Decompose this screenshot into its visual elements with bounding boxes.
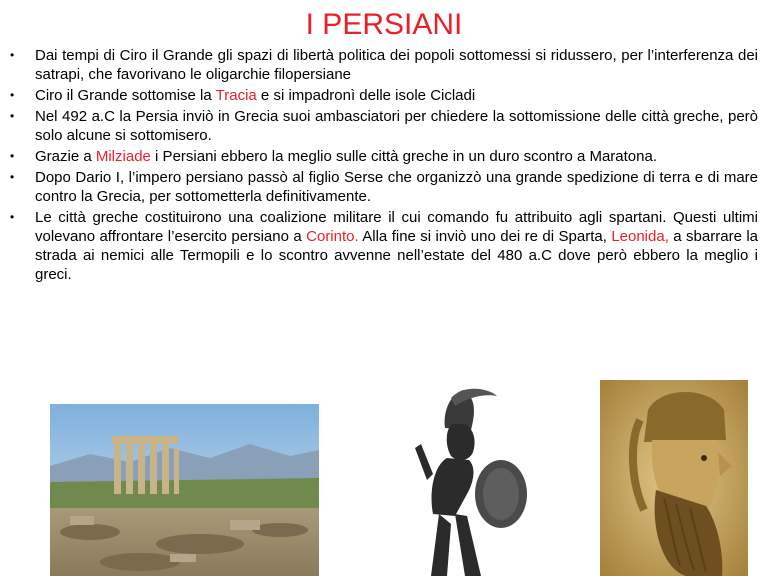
bullet-list: [10, 46, 758, 286]
bullet-text: Dai tempi di Ciro il Grande gli spazi di libertà politica dei popoli sottomessi si ridussero, per l’interferenza dei satrapi, che favorivano le oligarchie filopersiane: [35, 47, 758, 83]
bullet-text: Dopo Dario I, l’impero persiano passò al figlio Serse che organizzò una grande spedizione di terra e di mare contro la Grecia, per sottometterla definitivamente.: [35, 169, 758, 205]
bullet-item: [10, 208, 758, 284]
persian-king-relief-image: [600, 380, 748, 576]
bullet-marker: •: [10, 170, 15, 184]
bullet-text: Ciro il Grande sottomise la: [35, 87, 216, 104]
spartan-warrior-statue-photo: [393, 384, 548, 576]
bullet-text: a sbarrare la strada ai nemici alle Termopili e lo scontro avvenne nell’estate del 480 a.C dove però ebbero la meglio i greci.: [35, 228, 758, 283]
highlighted-term: Tracia: [215, 87, 257, 104]
slide-title: I PERSIANI: [305, 8, 463, 41]
bullet-text: i Persiani ebbero la meglio sulle città greche in un duro scontro a Maratona.: [150, 148, 658, 165]
bullet-marker: •: [10, 109, 15, 123]
bullet-text: Grazie a: [35, 148, 96, 165]
bullet-item: [10, 86, 758, 105]
bullet-marker: •: [10, 210, 15, 224]
bullet-text: e si impadronì delle isole Cicladi: [256, 87, 476, 104]
bullet-item: [10, 46, 758, 84]
highlighted-term: Leonida,: [611, 228, 669, 245]
bullet-marker: •: [10, 48, 15, 62]
bullet-text: Alla fine si inviò uno dei re di Sparta,: [358, 228, 612, 245]
temple-ruins-photo: [50, 404, 319, 576]
bullet-item: [10, 147, 758, 166]
bullet-item: [10, 168, 758, 206]
bullet-marker: •: [10, 88, 15, 102]
bullet-item: [10, 107, 758, 145]
bullet-text: Nel 492 a.C la Persia inviò in Grecia suoi ambasciatori per chiedere la sottomissione delle città greche, però solo alcune si sottomisero.: [35, 108, 758, 144]
bullet-marker: •: [10, 149, 15, 163]
bullet-text: Le città greche costituirono una coalizione militare il cui comando fu attribuito agli spartani. Questi ultimi volevano affrontare l’esercito persiano a: [35, 209, 758, 245]
highlighted-term: Milziade: [95, 148, 151, 165]
highlighted-term: Corinto.: [306, 228, 359, 245]
